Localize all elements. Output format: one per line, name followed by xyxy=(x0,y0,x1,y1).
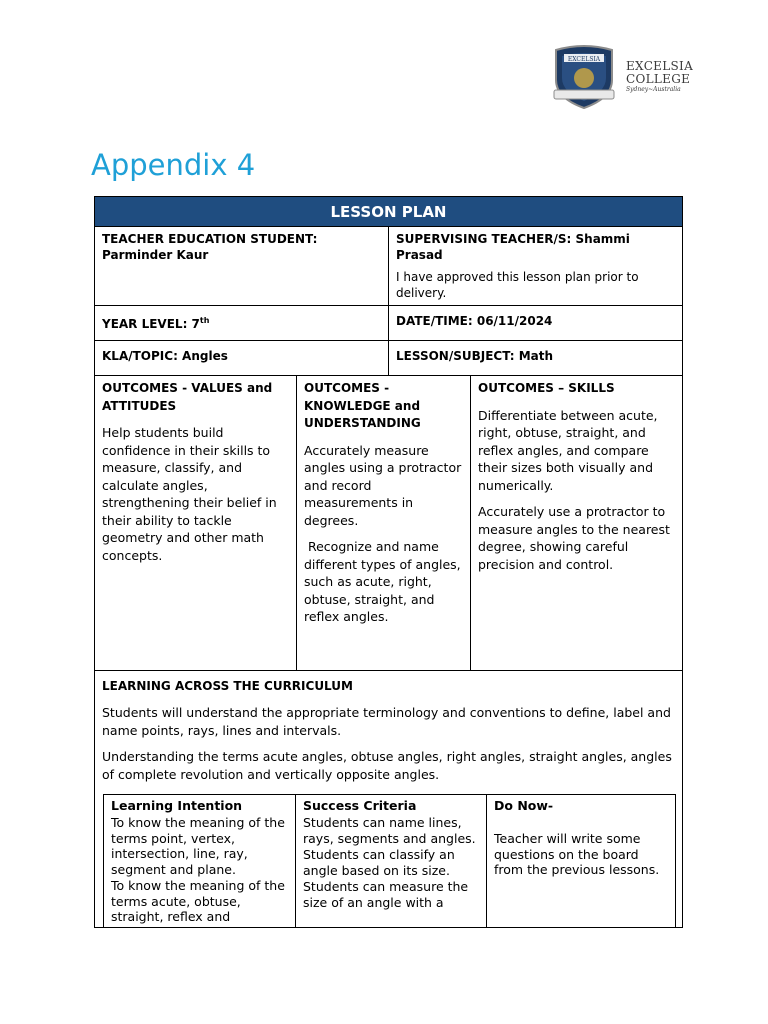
supervising-teacher-cell xyxy=(388,227,684,305)
success-criteria-item-3: Students can measure the size of an angle with a xyxy=(303,879,469,910)
college-crest-icon xyxy=(550,44,618,110)
curriculum-section xyxy=(95,671,682,798)
outcomes-skills-text-2: Accurately use a protractor to measure angles to the nearest degree, showing careful precision and control. xyxy=(478,504,670,572)
supervising-teacher-label: SUPERVISING TEACHER/S: Shammi Prasad xyxy=(396,232,630,262)
lesson-detail-table xyxy=(103,794,676,928)
outcomes-knowledge-heading: OUTCOMES - KNOWLEDGE and UNDERSTANDING xyxy=(304,381,421,430)
learning-intention-item-2: To know the meaning of the terms acute, obtuse, straight, reflex and xyxy=(111,878,285,924)
college-tagline: Sydney~Australia xyxy=(626,86,681,93)
outcomes-values-heading: OUTCOMES - VALUES and ATTITUDES xyxy=(102,381,273,413)
year-level-suffix: th xyxy=(199,316,210,325)
do-now-text: Teacher will write some questions on the board from the previous lessons. xyxy=(494,831,660,877)
kla-topic-cell: KLA/TOPIC: Angles xyxy=(102,349,228,363)
curriculum-paragraph-2: Understanding the terms acute angles, obtuse angles, right angles, straight angles, angles of complete revolution and vertically opposite angles. xyxy=(102,749,672,782)
outcomes-values-text: Help students build confidence in their skills to measure, classify, and calculate angles, strengthening their belief in their ability to tackle geometry and other math concepts. xyxy=(102,425,277,563)
teacher-row xyxy=(95,227,682,306)
outcomes-values-cell xyxy=(95,376,296,670)
lesson-plan-table xyxy=(94,196,683,928)
date-time-cell: DATE/TIME: 06/11/2024 xyxy=(388,306,684,340)
year-date-row xyxy=(95,306,682,341)
teacher-student-name: Parminder Kaur xyxy=(102,248,209,262)
lesson-plan-header: LESSON PLAN xyxy=(95,197,682,227)
learning-intention-heading: Learning Intention xyxy=(111,798,243,813)
outcomes-knowledge-text-1: Accurately measure angles using a protractor and record measurements in degrees. xyxy=(304,442,462,528)
curriculum-paragraph-1: Students will understand the appropriate terminology and conventions to define, label and name points, rays, lines and intervals. xyxy=(102,705,671,738)
do-now-column xyxy=(486,795,677,928)
learning-intention-item-1: To know the meaning of the terms point, vertex, intersection, line, ray, segment and plane. xyxy=(111,815,285,877)
success-criteria-item-1: Students can name lines, rays, segments and angles. xyxy=(303,815,476,846)
learning-intention-column xyxy=(104,795,295,928)
outcomes-skills-heading: OUTCOMES – SKILLS xyxy=(478,381,615,395)
college-name xyxy=(626,60,693,94)
do-now-heading: Do Now- xyxy=(494,798,554,813)
success-criteria-heading: Success Criteria xyxy=(303,798,417,813)
college-name-line2: COLLEGE xyxy=(626,72,691,86)
teacher-student-cell xyxy=(95,227,388,305)
approval-text: I have approved this lesson plan prior to delivery. xyxy=(396,270,639,300)
outcomes-row xyxy=(95,376,682,671)
outcomes-knowledge-cell xyxy=(296,376,470,670)
success-criteria-item-2: Students can classify an angle based on its size. xyxy=(303,847,455,878)
college-name-line1: EXCELSIA xyxy=(626,59,694,73)
curriculum-heading: LEARNING ACROSS THE CURRICULUM xyxy=(102,679,353,693)
success-criteria-column xyxy=(295,795,486,928)
topic-subject-row xyxy=(95,341,682,376)
year-level-cell xyxy=(95,306,388,340)
outcomes-skills-text-1: Differentiate between acute, right, obtuse, straight, and reflex angles, and compare their sizes both visually and numerically. xyxy=(478,407,658,493)
appendix-title: Appendix 4 xyxy=(91,148,256,182)
outcomes-skills-cell xyxy=(470,376,684,670)
year-level-label: YEAR LEVEL: 7 xyxy=(102,317,200,331)
lesson-subject-cell: LESSON/SUBJECT: Math xyxy=(388,341,684,375)
outcomes-knowledge-text-2: Recognize and name different types of angles, such as acute, right, obtuse, straight, and reflex angles. xyxy=(304,539,465,624)
college-logo xyxy=(550,44,694,110)
teacher-student-label: TEACHER EDUCATION STUDENT: xyxy=(102,232,318,246)
svg-text:EXCELSIA: EXCELSIA xyxy=(567,56,601,63)
